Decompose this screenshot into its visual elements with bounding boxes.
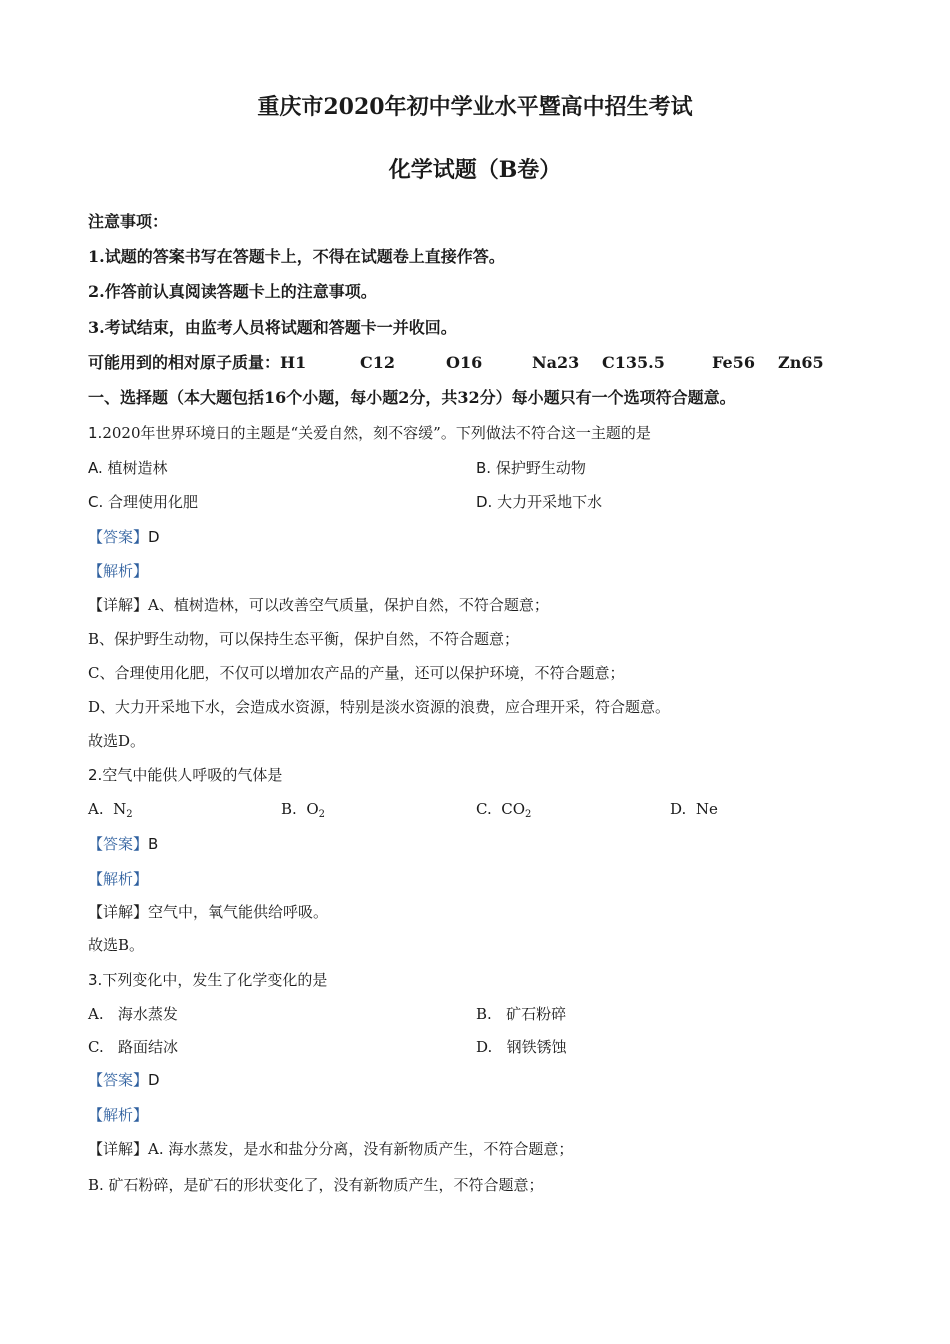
option-text: CO	[501, 800, 526, 818]
mass-label: 可能用到的相对原子质量：	[88, 353, 281, 372]
detail-tag: 【详解】	[88, 903, 149, 921]
mass-value: H1	[280, 353, 307, 372]
option-letter: D.	[476, 493, 493, 511]
option-letter: B.	[476, 459, 492, 477]
q3-detail	[88, 1138, 573, 1159]
q3-option-d	[476, 1036, 567, 1057]
question-text: 下列变化中，发生了化学变化的是	[102, 971, 328, 989]
q1-option-a	[88, 457, 168, 478]
q3-option-b	[476, 1003, 566, 1024]
option-text: 植树造林	[107, 459, 168, 477]
option-subscript: 2	[525, 809, 532, 820]
q3-option-c	[88, 1036, 178, 1057]
answer-tag: 【答案】	[88, 1071, 149, 1089]
option-letter: C.	[476, 800, 492, 818]
mass-value: C135.5	[602, 353, 665, 372]
exam-subtitle: 化学试题（B卷）	[388, 157, 562, 183]
q1-detail: D、大力开采地下水，会造成水资源，特别是淡水资源的浪费，应合理开采，符合题意。	[88, 698, 671, 716]
notice-heading: 注意事项：	[88, 212, 169, 231]
q3-analysis-tag: 【解析】	[88, 1106, 149, 1124]
detail-tag: 【详解】	[88, 596, 149, 614]
q3-answer	[88, 1069, 160, 1090]
mass-value: C12	[360, 353, 396, 372]
q2-option-b	[281, 800, 325, 820]
q1-answer	[88, 526, 160, 547]
q1-detail: C、合理使用化肥，不仅可以增加农产品的产量，还可以保护环境，不符合题意；	[88, 664, 625, 682]
q2-option-a	[88, 800, 133, 820]
atomic-mass-line	[88, 350, 824, 373]
q1-conclusion: 故选D。	[88, 732, 146, 750]
option-letter: A.	[88, 800, 104, 818]
option-subscript: 2	[318, 809, 326, 820]
option-text: 保护野生动物	[495, 459, 586, 477]
mass-value: Fe56	[712, 353, 755, 372]
answer-value: D	[148, 1071, 160, 1089]
option-letter: A.	[88, 459, 103, 477]
q1-detail	[88, 594, 549, 615]
option-text: 矿石粉碎	[506, 1005, 567, 1023]
notice-item: 3.考试结束，由监考人员将试题和答题卡一并收回。	[88, 318, 457, 337]
question-number: 1.	[88, 424, 103, 442]
question-number: 2.	[88, 766, 103, 784]
question-2-stem	[88, 764, 282, 785]
notice-item: 1.试题的答案书写在答题卡上，不得在试题卷上直接作答。	[88, 247, 505, 266]
question-1-stem	[88, 422, 651, 443]
option-letter: C.	[88, 1038, 104, 1056]
option-letter: D.	[670, 800, 687, 818]
option-letter: D.	[476, 1038, 493, 1056]
question-3-stem	[88, 969, 327, 990]
answer-value: D	[148, 528, 160, 546]
notice-item: 2.作答前认真阅读答题卡上的注意事项。	[88, 282, 377, 301]
section-heading: 一、选择题（本大题包括16个小题，每小题2分，共32分）每小题只有一个选项符合题意。	[88, 388, 736, 407]
detail-text: 空气中，氧气能供给呼吸。	[148, 903, 329, 921]
question-text: 空气中能供人呼吸的气体是	[102, 766, 283, 784]
detail-tag: 【详解】	[88, 1140, 149, 1158]
q2-conclusion: 故选B。	[88, 936, 145, 954]
option-text: Ne	[695, 800, 718, 818]
option-letter: B.	[281, 800, 297, 818]
question-number: 3.	[88, 971, 103, 989]
option-text: 合理使用化肥	[108, 493, 199, 511]
q2-option-d	[670, 800, 718, 818]
option-text: 海水蒸发	[117, 1005, 178, 1023]
option-text: O	[306, 800, 319, 818]
mass-value: Na23	[532, 353, 580, 372]
q2-answer	[88, 833, 158, 854]
answer-tag: 【答案】	[88, 835, 149, 853]
q3-option-a	[88, 1003, 178, 1024]
detail-text: A. 海水蒸发，是水和盐分分离，没有新物质产生，不符合题意；	[148, 1140, 574, 1158]
q1-analysis-tag: 【解析】	[88, 562, 149, 580]
option-text: 大力开采地下水	[497, 493, 603, 511]
exam-title: 重庆市2020年初中学业水平暨高中招生考试	[257, 94, 693, 120]
option-letter: B.	[476, 1005, 492, 1023]
question-text: 2020年世界环境日的主题是“关爱自然，刻不容缓”。下列做法不符合这一主题的是	[102, 424, 651, 442]
option-letter: C.	[88, 493, 104, 511]
answer-tag: 【答案】	[88, 528, 149, 546]
option-text: 钢铁锈蚀	[506, 1038, 567, 1056]
q1-option-b	[476, 457, 586, 478]
option-subscript: 2	[126, 809, 133, 820]
q1-option-c	[88, 491, 198, 512]
option-text: N	[113, 800, 127, 818]
q3-detail: B. 矿石粉碎，是矿石的形状变化了，没有新物质产生，不符合题意；	[88, 1176, 544, 1194]
mass-value: Zn65	[778, 353, 824, 372]
answer-value: B	[148, 835, 159, 853]
option-text: 路面结冰	[118, 1038, 179, 1056]
mass-value: O16	[446, 353, 483, 372]
q1-option-d	[476, 491, 602, 512]
q1-detail: B、保护野生动物，可以保持生态平衡，保护自然，不符合题意；	[88, 630, 520, 648]
q2-option-c	[476, 800, 531, 820]
q2-detail	[88, 901, 328, 922]
q2-analysis-tag: 【解析】	[88, 870, 149, 888]
detail-text: A、植树造林，可以改善空气质量，保护自然，不符合题意；	[148, 596, 549, 614]
option-letter: A.	[88, 1005, 104, 1023]
